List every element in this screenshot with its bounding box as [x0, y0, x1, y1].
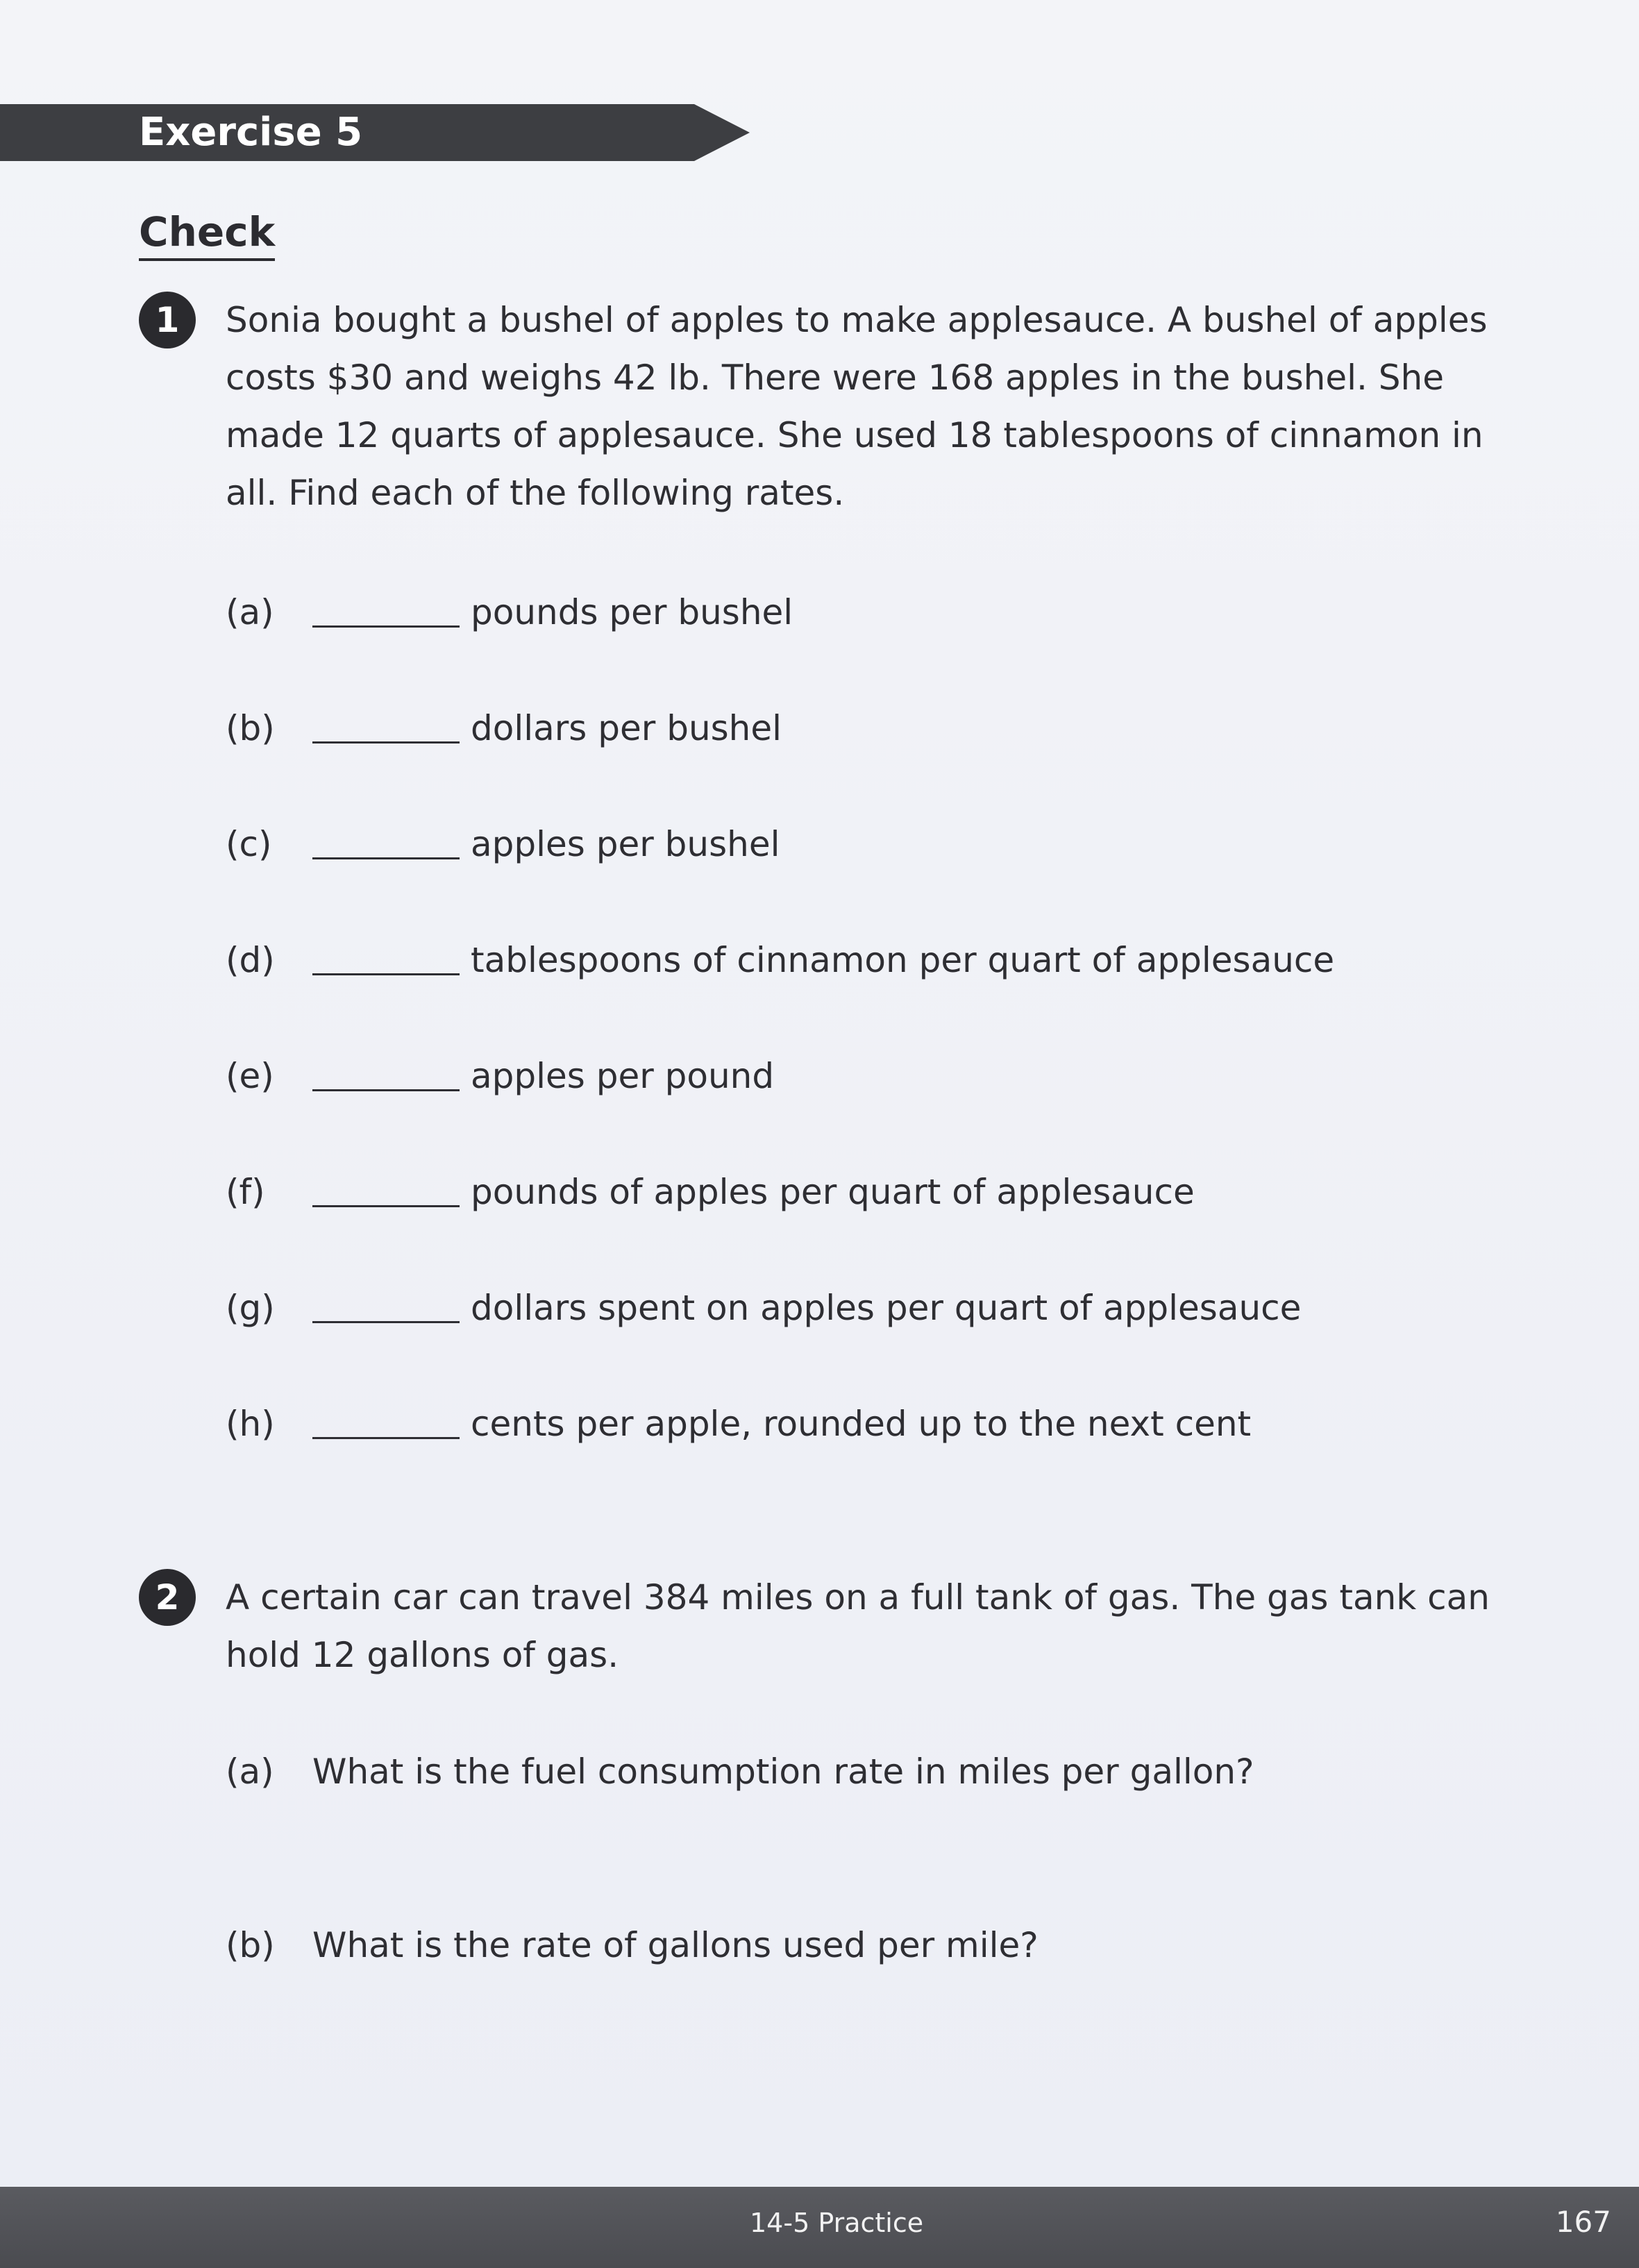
answer-blank[interactable] — [312, 1402, 460, 1439]
part-text: cents per apple, rounded up to the next cent — [471, 1404, 1252, 1444]
part-text: pounds of apples per quart of applesauce — [471, 1172, 1195, 1212]
part-text: apples per pound — [471, 1056, 775, 1096]
part-label: (d) — [226, 940, 275, 980]
page-number: 167 — [1555, 2205, 1611, 2239]
footer-section-label: 14-5 Practice — [750, 2208, 924, 2238]
question-text: A certain car can travel 384 miles on a full tank of gas. The gas tank can hold 12 gallons of gas. — [226, 1577, 1490, 1675]
part-label: (a) — [226, 592, 274, 632]
part-label: (e) — [226, 1056, 274, 1096]
answer-blank[interactable] — [312, 591, 460, 628]
question-part — [226, 1163, 1195, 1221]
answer-blank[interactable] — [312, 939, 460, 975]
part-label: (g) — [226, 1288, 275, 1328]
question-part — [226, 815, 780, 873]
answer-blank[interactable] — [312, 823, 460, 859]
banner-arrow-icon — [694, 104, 750, 161]
part-text: pounds per bushel — [471, 592, 793, 632]
question-number-badge: 1 — [139, 292, 196, 348]
part-label: (f) — [226, 1172, 265, 1212]
question-part — [226, 1279, 1301, 1337]
part-text: tablespoons of cinnamon per quart of applesauce — [471, 940, 1335, 980]
question-number-badge: 2 — [139, 1569, 196, 1626]
answer-blank[interactable] — [312, 1286, 460, 1323]
part-label: (b) — [226, 708, 275, 748]
question-text: Sonia bought a bushel of apples to make applesauce. A bushel of apples costs $30 and weighs 42 lb. There were 168 apples in the bushel. She made 12 quarts of applesauce. She used 18 tablespoons of cinnamon in all. Find each of the following rates. — [226, 300, 1488, 513]
question-part — [226, 1742, 1254, 1801]
question-part — [226, 1916, 1039, 1974]
answer-blank[interactable] — [312, 707, 460, 744]
part-text: apples per bushel — [471, 824, 780, 864]
exercise-title: Exercise 5 — [139, 110, 363, 155]
part-label: (a) — [226, 1752, 274, 1792]
question-part — [226, 699, 782, 757]
part-text: dollars per bushel — [471, 708, 782, 748]
part-label: (h) — [226, 1404, 275, 1444]
answer-blank[interactable] — [312, 1055, 460, 1091]
question-part — [226, 931, 1334, 989]
section-heading: Check — [139, 208, 275, 261]
answer-blank[interactable] — [312, 1170, 460, 1207]
part-text: dollars spent on apples per quart of applesauce — [471, 1288, 1302, 1328]
part-text: What is the rate of gallons used per mile? — [312, 1925, 1039, 1965]
part-text: What is the fuel consumption rate in miles per gallon? — [312, 1752, 1254, 1792]
part-label: (c) — [226, 824, 272, 864]
question-part — [226, 583, 793, 641]
question-part — [226, 1395, 1251, 1453]
part-label: (b) — [226, 1925, 275, 1965]
question-part — [226, 1047, 774, 1105]
